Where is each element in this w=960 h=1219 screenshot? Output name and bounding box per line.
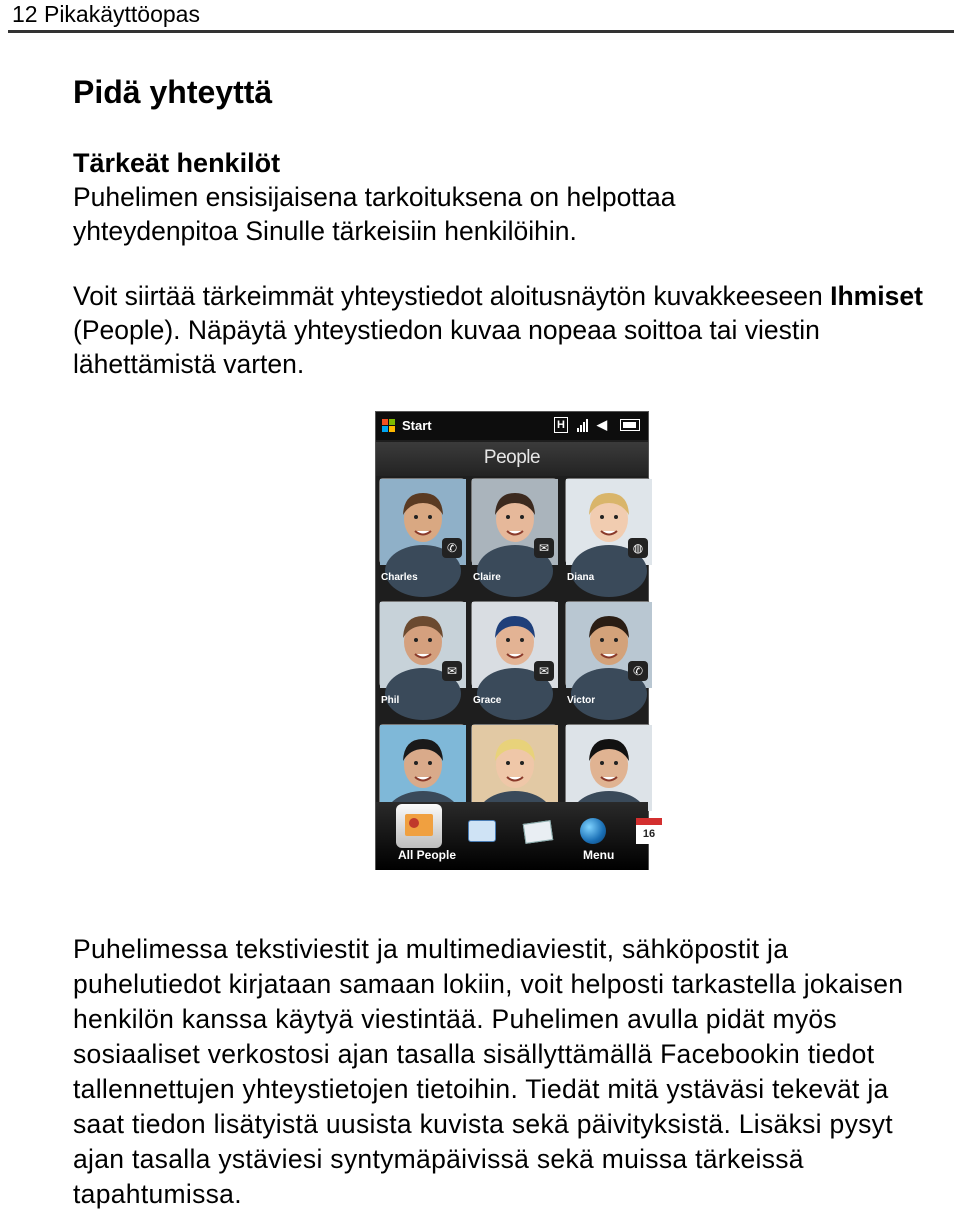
email-tab-icon[interactable] (520, 814, 554, 848)
people-bold-term: Ihmiset (830, 281, 923, 311)
people-paragraph (73, 279, 933, 381)
contact-name: Diana (567, 572, 595, 583)
signal-strength-icon (577, 418, 588, 432)
contact-name: Phil (381, 695, 400, 706)
bottom-dock (376, 802, 656, 870)
contact-name: Claire (473, 572, 501, 583)
dock-tabs (396, 804, 666, 848)
messaging-tab-icon[interactable] (464, 814, 498, 848)
intro-paragraph: Puhelimen ensisijaisena tarkoituksena on helpottaa yhteydenpitoa Sinulle tärkeisiin henkilöihin. (73, 182, 676, 246)
contact-name: Charles (381, 572, 418, 583)
battery-icon (620, 419, 640, 431)
status-bar (376, 412, 648, 440)
windows-flag-icon (382, 419, 396, 433)
globe-icon[interactable]: ◍ (628, 538, 648, 558)
speaker-icon: ◀ (597, 417, 607, 432)
start-label: Start (402, 418, 432, 433)
contact-tile[interactable] (565, 478, 651, 595)
status-icons (554, 417, 640, 433)
contact-photo (379, 724, 465, 810)
phone-icon[interactable]: ✆ (442, 538, 462, 558)
contact-tile[interactable] (565, 601, 651, 718)
people-paragraph-end: (People). Näpäytä yhteystiedon kuvaa nopeaa soittoa tai viestin lähettämistä varten. (73, 315, 820, 379)
sms-icon[interactable]: ✉ (534, 538, 554, 558)
contact-name: Grace (473, 695, 502, 706)
contact-photo (471, 724, 557, 810)
people-paragraph-start: Voit siirtää tärkeimmät yhteystiedot aloitusnäytön kuvakkeeseen (73, 281, 831, 311)
start-button[interactable] (382, 418, 432, 433)
page-number-label: 12 Pikakäyttöopas (12, 1, 200, 27)
section-title: Pidä yhteyttä (73, 74, 273, 110)
screen-title: People (376, 442, 648, 476)
contact-photo (565, 724, 651, 810)
email-icon[interactable]: ✉ (534, 661, 554, 681)
contact-tile[interactable] (379, 601, 465, 718)
internet-tab-icon[interactable] (576, 814, 610, 848)
messaging-paragraph: Puhelimessa tekstiviestit ja multimediaviestit, sähköpostit ja puhelutiedot kirjataan samaan lokiin, voit helposti tarkastella jokaisen henkilön kanssa käytyä viestintää. Puhelimen avulla pidät myös sosiaaliset verkostosi ajan tasalla sisällyttämällä Facebookin tiedot tallennettujen yhteystietojen tietoihin. Tiedät mitä ystäväsi tekevät ja saat tiedon lisätyistä uusista kuvista sekä päivityksistä. Lisäksi pysyt ajan tasalla ystäviesi syntymäpäivissä sekä muissa tärkeissä tapahtumissa. (73, 934, 904, 1209)
contact-tile[interactable] (471, 601, 557, 718)
phone-icon[interactable]: ✆ (628, 661, 648, 681)
calendar-tab-icon[interactable] (632, 814, 666, 848)
subheading: Tärkeät henkilöt (73, 148, 281, 178)
contact-tile[interactable] (471, 478, 557, 595)
all-people-softkey[interactable]: All People (398, 848, 457, 862)
calendar-day: 16 (636, 818, 662, 844)
menu-softkey[interactable]: Menu (583, 848, 615, 862)
phone-screenshot (375, 411, 656, 870)
people-tab-icon[interactable] (396, 804, 442, 848)
page-header (8, 0, 954, 33)
contact-name: Victor (567, 695, 596, 706)
network-type-icon: H (554, 417, 568, 433)
email-icon[interactable]: ✉ (442, 661, 462, 681)
contact-tile[interactable] (379, 478, 465, 595)
